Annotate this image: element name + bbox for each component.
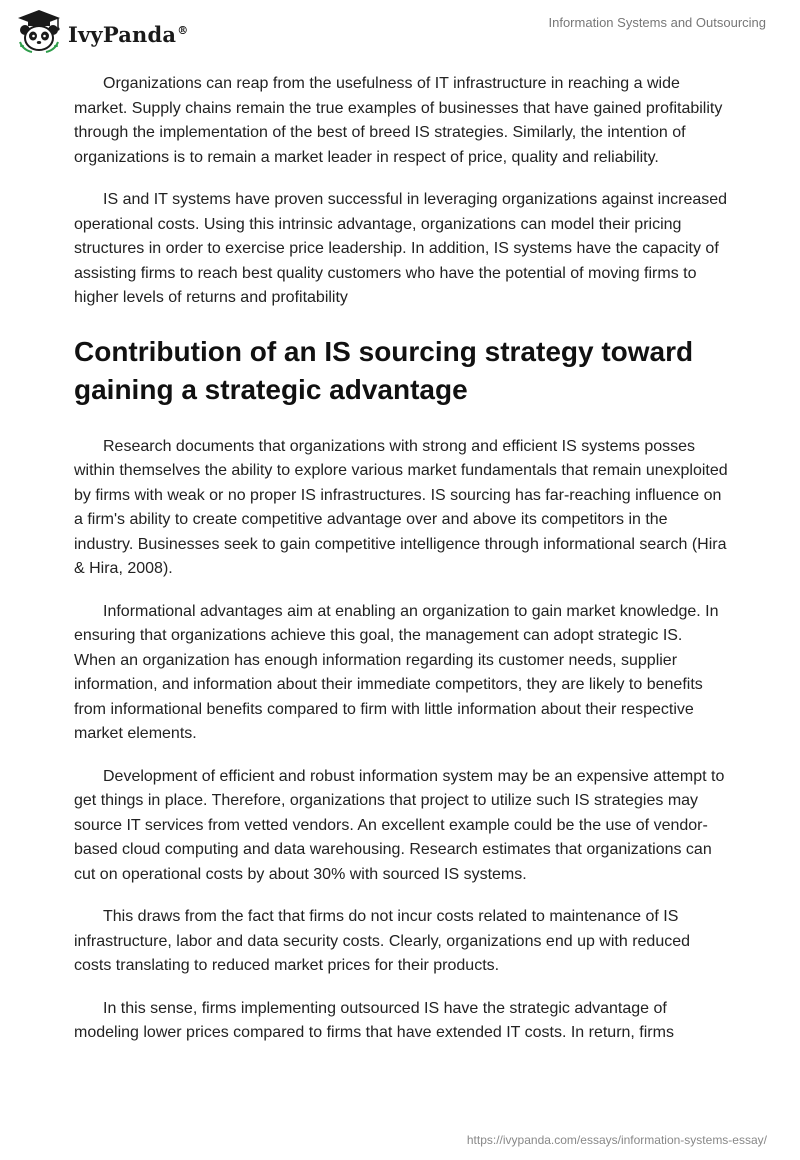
page-header <box>0 0 800 60</box>
paragraph: Informational advantages aim at enabling an organization to gain market knowledge. In ensuring that organizations achieve this goal, the management can adopt strategic IS. When an organization has enough information regarding its customer needs, supplier information, and information about their immediate competitors, they are likely to benefits from informational benefits compared to firm with little information about their respective market elements. <box>74 602 719 742</box>
logo-wordmark: IvyPanda® <box>68 21 189 47</box>
section-heading: Contribution of an IS sourcing strategy toward gaining a strategic advantage <box>74 335 694 405</box>
ivypanda-logo[interactable] <box>14 8 188 54</box>
paragraph: This draws from the fact that firms do not incur costs related to maintenance of IS infrastructure, labor and data security costs. Clearly, organizations end up with reduced costs translating to reduced market prices for their products. <box>74 908 691 974</box>
paragraph: Research documents that organizations with strong and efficient IS systems posses within themselves the ability to explore various market fundamentals that remain unexploited by firms with weak or no proper IS infrastructures. IS sourcing has far-reaching influence on a firm's ability to create competitive advantage over and above its competitors in the industry. Businesses seek to gain competitive intelligence through informational search (Hira & Hira, 2008). <box>74 437 728 577</box>
paragraph: In this sense, firms implementing outsourced IS have the strategic advantage of modeling lower prices compared to firms that have extended IT costs. In return, firms <box>74 999 674 1041</box>
document-title: Information Systems and Outsourcing <box>548 15 766 30</box>
paragraph: IS and IT systems have proven successful in leveraging organizations against increased operational costs. Using this intrinsic advantage, organizations can model their pricing structures in order to exercise price leadership. In addition, IS systems have the capacity of assisting firms to reach best quality customers who have the potential of moving firms to higher levels of returns and profitability <box>74 191 728 306</box>
paragraph: Development of efficient and robust information system may be an expensive attempt to get things in place. Therefore, organizations that project to utilize such IS strategies may source IT services from vetted vendors. An excellent example could be the use of vendor-based cloud computing and data warehousing. Research estimates that organizations can cut on operational costs by about 30% with sourced IS systems. <box>74 767 725 883</box>
source-url: https://ivypanda.com/essays/information-systems-essay/ <box>466 1133 767 1147</box>
paragraph: Organizations can reap from the usefulness of IT infrastructure in reaching a wide market. Supply chains remain the true examples of businesses that have gained profitability through the implementation of the best of breed IS strategies. Similarly, the intention of organizations is to remain a market leader in respect of price, quality and reliability. <box>74 75 723 166</box>
registered-mark: ® <box>177 23 189 37</box>
essay-content <box>74 72 728 1064</box>
panda-graduate-icon <box>14 8 64 54</box>
